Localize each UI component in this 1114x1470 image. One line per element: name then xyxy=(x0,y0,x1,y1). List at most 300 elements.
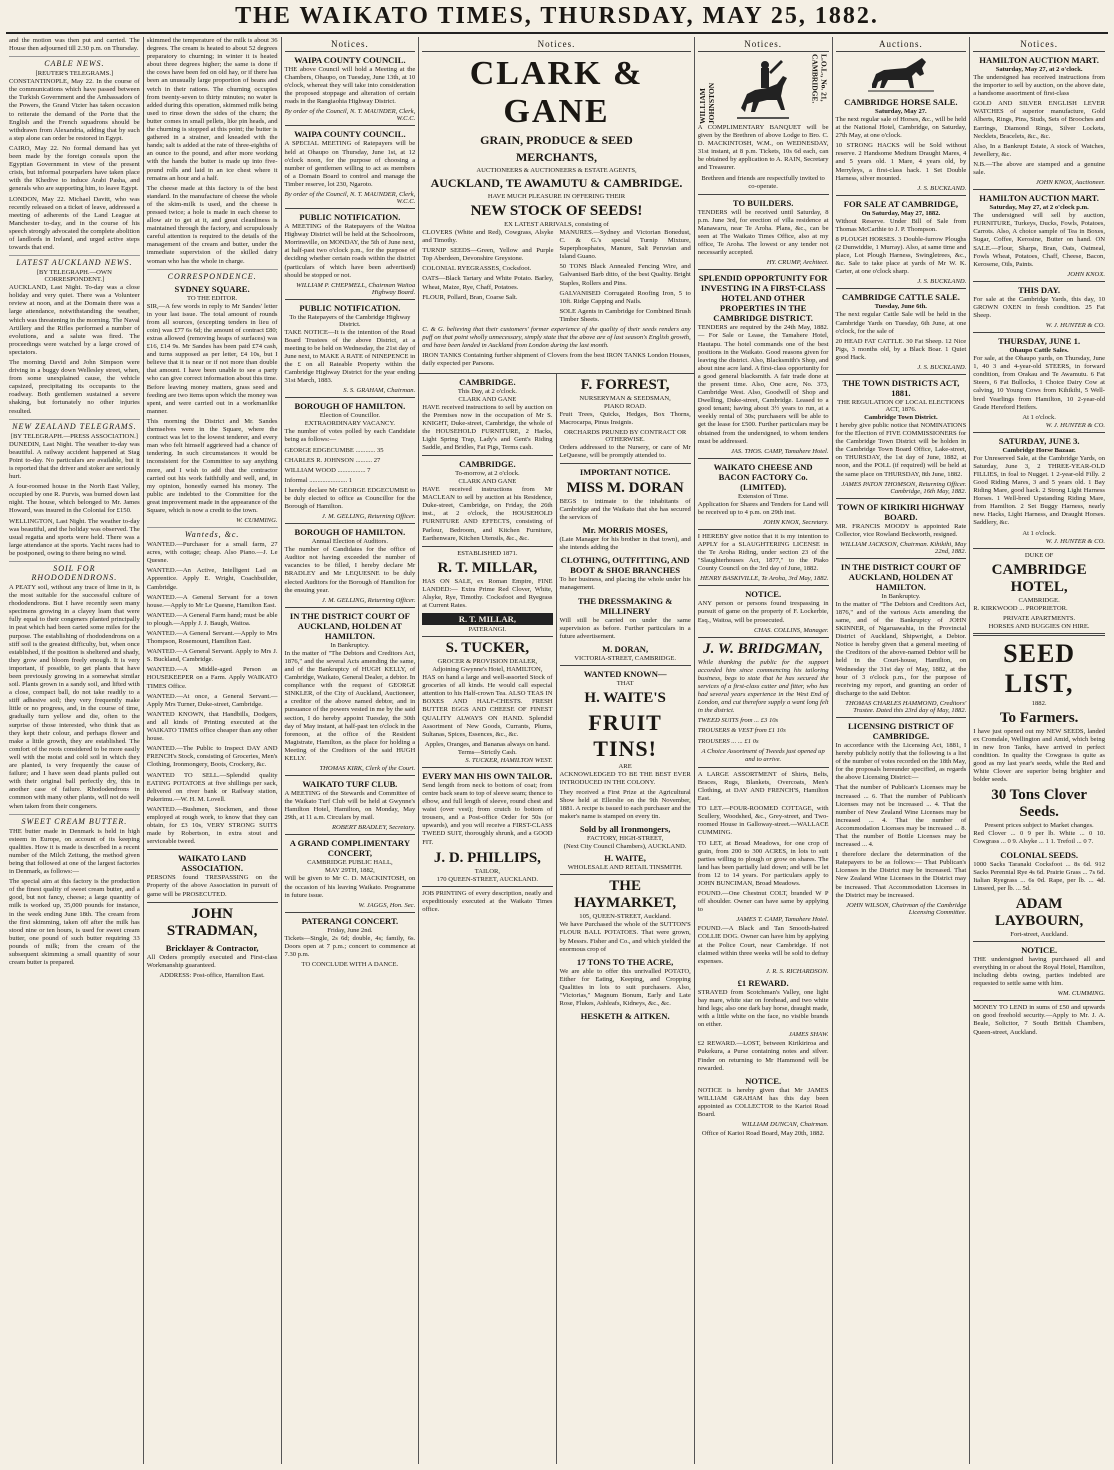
notice-list: That the number of Publican's Licenses may be increased ... 6. That the number of Publican's Licenses may not be increased ... 4. That the number of New Zealand Wine Licenses may be increased ... 4. That the number of Accommodation Licenses may be increased ... 8. That the number of Bottle Licenses may be increased ... 4. xyxy=(835,784,967,849)
auction-title: CAMBRIDGE HORSE SALE. xyxy=(844,97,958,107)
cable-news-heading: CABLE NEWS. xyxy=(9,56,140,68)
auction-body: The next regular sale of Horses, &c., will be held at the National Hotel, Cambridge, on Saturday, 27th May, at one o'clock. xyxy=(835,116,967,140)
wanted-ad: WANTED.—A General Farm hand; must be able to plough.—Apply J. J. Baugh, Waitoa. xyxy=(146,611,278,627)
wanted-ad: WANTED.—A General Servant for a town house.—Apply to Mr Le Quesne, Hamilton East. xyxy=(146,593,278,609)
page-columns xyxy=(6,37,1108,1464)
letter-to: TO THE EDITOR. xyxy=(186,294,238,302)
notice-subtitle: Annual Election of Auditors. xyxy=(311,538,388,546)
tins-body: ACKNOWLEDGED TO BE THE BEST EVER INTRODUCED IN THE COLONY. xyxy=(559,770,691,786)
phillips-address: 170 QUEEN-STREET, AUCKLAND. xyxy=(436,875,539,883)
banquet-body: A COMPLIMENTARY BANQUET will be given by the Brethren of above Lodge to Bro. C. D. MACKINTOSH, W.M., on WEDNESDAY, 31st instant, at 8 p.m. Tickets, 10s 6d each, can be obtained by application to A. RAIN, Secretary and Treasurer. xyxy=(697,124,829,172)
wanteds-heading: Wanteds, &c. xyxy=(147,527,278,539)
nz-paragraph: WELLINGTON, Last Night. The weather to-day was beautiful, and the holiday was observed. The usual regatta and sports were held. There was a large attendance at the sports. Yacht races had to be postponed, owing to there being no wind. xyxy=(9,517,140,557)
tins-trade: WHOLESALE AND RETAIL TINSMITH. xyxy=(567,864,683,872)
notice-signature: THOMAS KIRK, Clerk of the Court. xyxy=(319,765,416,773)
nz-source: [BY TELEGRAPH.—PRESS ASSOCIATION.] xyxy=(10,432,138,440)
letter-paragraph: This morning the District and Mr. Sandes themselves were in the Square, where the contract was let to the lowest tenderer, and every man who felt himself aggrieved had a chance of tendering. In such circumstances it would be inconsistent for the Committee to say anything more, and I wish to add that the contractor carried out his work faithfully and well, and, in my opinion, honestly earned his money. The public are indebted to the Committee for the great improvement made in the appearance of the Square, which is now a credit to the town. xyxy=(146,417,278,514)
notice-signature: J. M. GELLING, Returning Officer. xyxy=(321,513,416,521)
cheese-body: Application for Shares and Tenders for Land will be received up to 4 p.m. on 29th inst. xyxy=(697,500,829,516)
auction-subtitle: Ohaupo Cattle Sales. xyxy=(1009,347,1069,355)
notice-body: In the matter of "The Debtors and Creditors Act, 1876," and the several Acts amending the same, and of the Bankruptcy of HUGH KELLY, of Cambridge, Waikato, General Dealer, a debtor. In compliance with the request of GEORGE SINKLER, of the City of Auckland, Auctioneer, a creditor of the above named debtor, and in pursuance of the powers vested in me by the said section, I do hereby appoint Tuesday, the 30th day of May instant, at half-past ten o'clock in the forenoon, at the office of the Resident Magistrate, Hamilton, as the place for holding a Meeting of the Creditors of the said HUGH KELLY. xyxy=(284,649,416,762)
auction-signature: J. S. BUCKLAND. xyxy=(917,363,967,371)
clark-gane-intro: HAVE MUCH PLEASURE IN OFFERING THEIR xyxy=(487,193,626,200)
notice-body: MR. FRANCIS MOODY is appointed Rate Collector, vice Rowland Beckworth, resigned. xyxy=(835,522,967,538)
auction-list: 10 STRONG HACKS will be Sold without reserve. 2 Handsome Medium Draught Mares, 4 and 5 years old. 1 Mare, 4 years old, by Merryleys, a first-class hack. 1 Set Double Harness, silver mounted. xyxy=(835,142,967,182)
concert-signature: W. JAGGS, Hon. Sec. xyxy=(358,901,416,909)
notice-body: I hereby declare Mr GEORGE EDGECUMBE to be duly elected to office as Councillor for the Borough of Hamilton. xyxy=(284,486,416,511)
notice-subtitle: Cambridge Town District. xyxy=(864,413,938,421)
notice-signature: WM. CUMMING. xyxy=(1057,990,1105,998)
that-word: THAT xyxy=(616,679,634,687)
notice-heading: NOTICE. xyxy=(745,1075,782,1086)
fruit-tins-heading: FRUIT TINS! xyxy=(588,709,662,761)
auction-body: For Unreserved Sale, at the Cambridge Yards, on Saturday, June 3, 2 THREE-YEAR-OLD FILLIES, in foal to Nugget. 1 2-year-old Filly. 2 Good Riding Mares, 3 and 5 years old. 1 Bay Riding Mare, good hack. 2 Strong Light Harness Horses. 1 Well-bred Upstanding Riding Mare, from Hamilton. 2 Set Buggy Harness, nearly new. Hacks, Light Harness, and Draught Horses. Saddlery, &c. xyxy=(973,454,1105,527)
seed-item: CLOVERS (White and Red), Cowgrass, Alsyke and Timothy. xyxy=(422,229,554,245)
auction-list: 8 PLOUGH HORSES. 3 Double-furrow Ploughs (2 Dunwiddie, 1 Murray). Also, at same time and place, Lot Plough Harness, Swingletrees, &c., &c. Sale to take place at yards of Mr W. K. Carter, at one o'clock sharp. xyxy=(835,235,967,276)
notice-subtitle: In Bankruptcy. xyxy=(881,592,921,600)
seed-item: MANURES.—Sydney and Victorian Bonedust, C. & G.'s special Turnip Mixture, Superphosphates, Manure, Salt Peruvian and Island Guano. xyxy=(559,229,691,261)
haymarket-address: 105, QUEEN-STREET, Auckland. xyxy=(579,913,671,921)
notice-body: The number of votes polled by each Candidate being as follows:— xyxy=(284,428,416,444)
cheese-signature: JOHN KNOX, Secretary. xyxy=(762,518,829,526)
concert-body: Tickets—Single, 2s 6d; double, 4s; family, 6s. Doors open at 7 p.m.; concert to commence at 7.30 p.m. xyxy=(284,934,416,958)
auction-title: CAMBRIDGE. xyxy=(459,376,516,387)
forrest-orchards: ORCHARDS PRUNED BY CONTRACT OR OTHERWISE. xyxy=(563,428,687,443)
notice-body: In accordance with the Licensing Act, 1881, I hereby publicly notify that the following is a list of the number of votes recorded on the 18th May, for the proposals hereunder specified, as regards the above Licensing District:— xyxy=(835,741,967,782)
butter-paragraph: The cheese made at this factory is of the best standard. In the manufacture of cheese the whole of the skim-milk is used, and the cheese is pressed twice; a hole is made in each cheese to allow air to get at it, and great cleanliness is maintained through the factory, and scrupulously careful attention is required to the details of the management of the cream and butter, under the immediate supervision of the skilled dairy woman who has the whole in charge. xyxy=(146,184,278,265)
notice-body: In the matter of "The Debtors and Creditors Act, 1876," and of the various Acts amending the same, and of the Bankruptcy of JOHN SKINNER, of Ngaruawahia, in the Provincial District of Auckland, Shipwright, a Debtor. Notice is hereby given that a general meeting of the Creditors of the above-named Debtor will be held in the Court-house, Hamilton, on Wednesday the 31st day of May, 1882, at the hour of 3 o'clock p.m., for the purpose of receiving my report, and granting an order of discharge to the said Debtor. xyxy=(835,600,967,697)
moses-body: (Late Manager for his brother in that town), and she intends adding the xyxy=(559,536,691,552)
auction-date: On Saturday, May 27, 1882. xyxy=(861,209,941,217)
auction-body: The undersigned has received instructions from the importer to sell by auction, on the above date, a handsome assortment of first-class xyxy=(973,74,1105,98)
auckland-paragraph: AUCKLAND, Last Night. To-day was a close holiday and very quiet. There was a Volunteer review at noon, and at the Domain there was a large attendance, notwithstanding the weather, which was threatening in the morning. The Naval Artillery and the Rifles performed a number of evolutions, and a salute was fired. The proceedings were watched by a large crowd of spectators. xyxy=(9,284,140,356)
column-heading: Notices. xyxy=(973,37,1105,52)
auction-subtitle: Cambridge Horse Bazaar. xyxy=(1002,446,1076,454)
seed-list-body: I have just opened out my NEW SEEDS, landed ex Cromdale, Wellington and Amid, which being in new Iron Tanks, have arrived in perfect condition. In quality the Cowgrass is quite as good as my last year's seeds, while the Red and White Clover are superior being brighter and bolder seeds. xyxy=(973,727,1105,784)
auction-body: For sale, at the Ohaupo yards, on Thursday, June 1, 40 3 and 4-year-old STEERS, in forward condition, from Orakau and Te Awamutu. 6 Fat Steers, 6 Fat Bullocks, 1 Choice Dairy Cow at calving, 10 Young Cows from Kihikihi, 5 Well-bred Yearlings from Hamilton, 10 2-year-old Grade Hereford Heifers. xyxy=(973,355,1105,411)
cheese-title: WAIKATO CHEESE AND BACON FACTORY Co. (LIMITED). xyxy=(713,461,813,492)
forrest-name: F. FORREST, xyxy=(580,376,670,393)
auction-signature: JOHN KNOX. xyxy=(1067,270,1105,278)
auction-date: Saturday, May 27, at 2 o'clock. xyxy=(995,66,1083,73)
hotel-feature: HORSES AND BUGGIES ON HIRE. xyxy=(988,622,1090,630)
bridgman-price: TROUSERS ... ... £1 0s xyxy=(697,737,759,745)
column-4 xyxy=(419,374,556,1465)
horse-icon xyxy=(866,54,936,94)
auction-title: HAMILTON AUCTION MART. xyxy=(979,193,1099,204)
letter-title: SYDNEY SQUARE. xyxy=(174,283,250,294)
clover-note: Present prices subject to Market changes. xyxy=(984,822,1094,830)
tailor-title: EVERY MAN HIS OWN TAILOR. xyxy=(422,770,553,781)
notice-subtitle: EXTRAORDINARY VACANCY. xyxy=(304,420,395,428)
notice-subtitle: THE REGULATION OF LOCAL ELECTIONS ACT, 1876. xyxy=(837,398,965,413)
reward-heading: £1 REWARD. xyxy=(737,977,789,988)
auction-body: Also, In a Bankrupt Estate, A stock of Watches, Jewellery, &c. xyxy=(973,142,1105,158)
clark-gane-ad xyxy=(419,37,694,371)
column-4-5 xyxy=(419,37,695,1464)
haymarket-body: We are able to offer this unrivalled POTATO, Either for Eating, Keeping, and Cropping Qualities in lots to suit purchasers. Also, "Victorias," Magnum Bonum, Early and Late Rose, Flukes, Ashleafs, Kidneys, &c., &c. xyxy=(559,967,691,1008)
notice-signature: By order of the Council, N. T. MAUNDER, Clerk, W.C.C. xyxy=(284,191,416,206)
soil-heading: SOIL FOR RHODODENDRONS. xyxy=(9,561,140,582)
clark-gane-trade: MERCHANTS, xyxy=(515,150,597,164)
colonial-seeds-heading: COLONIAL SEEDS. xyxy=(1000,849,1079,860)
moses-name: Mr. MORRIS MOSES, xyxy=(582,525,668,536)
millar-body: HAS ON SALE, ex Roman Empire, FINE LANDED:— Extra Prime Red Clover, White, Alsyke, Rye, Timothy. Cocksfoot and Ryegrass at Current Rates. xyxy=(422,577,553,609)
auction-signature: J. S. BUCKLAND. xyxy=(917,184,967,192)
notice-signature: THOMAS CHARLES HAMMOND, Creditors' Trustee. Dated this 23rd day of May, 1882. xyxy=(845,699,967,714)
tins-sold: Sold by all Ironmongers, xyxy=(579,824,671,835)
notice-title: IN THE DISTRICT COURT OF AUCKLAND, HOLDEN AT HAMILTON. xyxy=(840,561,961,592)
wanted-ad: WANTED.—Purchaser for a small farm, 27 acres, with cottage; cheap. Also Piano.—J. Le Quesne. xyxy=(146,541,278,565)
haymarket-name: THE HAYMARKET, xyxy=(574,878,677,912)
auction-date: To-morrow, at 2 o'clock. xyxy=(455,470,520,478)
hotel-title: SPLENDID OPPORTUNITY FOR INVESTING IN A FIRST-CLASS HOTEL AND OTHER PROPERTIES IN THE CAMBRIDGE DISTRICT. xyxy=(698,273,828,324)
auction-firm: CLARK AND GANE xyxy=(458,395,517,403)
notice-title: PUBLIC NOTIFICATION. xyxy=(299,302,401,313)
notice-body: THE undersigned having purchased all and everything in or about the Royal Hotel, Hamilton, including debts owing, parties indebted are requested to settle same with him. xyxy=(973,955,1105,988)
karioi-date: Office of Karioi Road Board, May 20th, 1882. xyxy=(701,1130,825,1138)
are-word: ARE xyxy=(618,762,632,770)
hotel-feature: PRIVATE APARTMENTS. xyxy=(1003,614,1076,622)
important-notice: IMPORTANT NOTICE. xyxy=(579,466,671,477)
auction-title: HAMILTON AUCTION MART. xyxy=(979,55,1099,65)
wanted-ad: WANTED.—At once, a General Servant.—Apply Mrs Turner, Duke-street, Cambridge. xyxy=(146,692,278,708)
doran-signature: M. DORAN, xyxy=(602,643,649,654)
seed-list-year: 1882. xyxy=(1031,699,1047,707)
nz-paragraph: DUNEDIN, Last Night. The weather to-day was beautiful. A railway accident happened at Stag Point to-day. No particulars are available, but it is reported that the driver and stoker are seriously hurt. xyxy=(9,440,140,481)
butter-paragraph: THE butter made in Denmark is held in high esteem in Europe, on account of its keeping qualities. How it is made is described in a recent number of the Milch Zeitung, the method given being that followed at one of the largest factories in Denmark, as follows:— xyxy=(9,827,140,876)
auction-date: Saturday, May 27. xyxy=(875,108,927,115)
notice-subtitle: Election of Councillor. xyxy=(319,412,380,420)
nz-paragraph: A four-roomed house in the North East Valley, occupied by one R. Purvis, was burned down last night. The house, which belonged to Mr. James Howard, was insured in the Colonial for £150. xyxy=(9,483,140,515)
column-6 xyxy=(695,37,833,1464)
forrest-items: Fruit Trees, Quicks, Hedges, Box Thorns, Macrocarpa, Pinus Insignis. xyxy=(559,410,691,426)
laybourn-address: Fort-street, Auckland. xyxy=(1010,930,1068,938)
letter-paragraph: SIR,—A few words in reply to Mr Sandes' letter in your last issue. The total amount of rounds from all sources, (excepting tenders in lieu of coin) was £77 6s 6d; the amount of contract £80; extras allowed (removing heaps of surfaces) was £16, £14 9s. Mr Sandes has been paid £74 cash, and turns supposed as per letter, £4 10s, but I believe that it is near or if not more than double that amount. I have been unable to see a party who can give correct information about this time. Before leaving money matters, grass seed and feeding are two items upon which the money was spent, and were carried out in a workmanlike manner. xyxy=(146,302,278,415)
cable-paragraph: CONSTANTINOPLE, May 22. In the course of the communications which have passed between the Turkish Government and the Ambassadors of the Powers, the Grand Vizier has taken occasion to reiterate the demand of the Porte that the English and the French squadrons should be withdrawn from Alexandria, adding that by such a step alone can order be restored in Egypt. xyxy=(9,78,140,142)
wanted-known: WANTED KNOWN— xyxy=(583,668,667,679)
classified-ad: £2 REWARD.—LOST, between Kirikiriroa and Pukekura, a Purse containing notes and silver. Finder on returning to Mr Hammond will be rewarded. xyxy=(697,1040,829,1072)
notice-signature: WILLIAM P. CHEPMELL, Chairman Waitoa Highway Board. xyxy=(296,281,416,296)
notice-title: THE TOWN DISTRICTS ACT, 1881. xyxy=(842,377,960,398)
auction-signature: W. J. HUNTER & CO. xyxy=(1045,537,1105,545)
notice-title: WAIPA COUNTY COUNCIL. xyxy=(294,55,406,65)
seed-list-to: To Farmers. xyxy=(999,709,1079,726)
forrest-body: Orders addressed to the Nursery, or care of Mr LeQuesne, will be promptly attended to. xyxy=(559,443,691,459)
nz-telegrams-heading: NEW ZEALAND TELEGRAMS. xyxy=(9,419,140,431)
auckland-paragraph: The morning David and John Simpson were driving in a buggy down Wellesley street, when, from some unexplained cause, the vehicle capsized, precipitating its occupants to the roadway. Both gentlemen sustained a severe shaking, but fortunately no other injuries resulted. xyxy=(9,359,140,415)
clark-gane-iron-tanks: IRON TANKS Containing further shipment of Clovers from the best IRON TANKS London Houses, daily expected per Parsons. xyxy=(422,352,691,368)
notice-signature: S. S. GRAHAM, Chairman. xyxy=(343,387,416,395)
slaughter-signature: HENRY BASKIVILLE, Te Aroha, 3rd May, 1882. xyxy=(700,575,829,583)
colonial-seeds-list: 1000 Sacks Taranaki Cocksfoot ... 8s 6d. 912 Sacks Perennial Rye 4s 6d. Prairie Grass ... 7s 6d. Italian Ryegrass ... 6s 0d. Rape, per lb. ... 4d. Linseed, per lb. ... 5d. xyxy=(973,860,1105,892)
notice-body: I therefore declare the determination of the Ratepayers to be as follows:— That Publican's Licenses in the District may be increased. That New Zealand Wine Licenses in the District may be increased. That Accommodation Licenses in the District may be increased. xyxy=(835,851,967,899)
butter-paragraph: skimmed the temperature of the milk is about 36 degrees. The cream is heated to about 52 degrees preparatory to churning; in winter it is heated about three degrees higher; the same is done if the cows have been fed on old hay, or if there has been an unusually large proportion of beans and vetch in their rations. The churning occupies from twenty-seven to thirty minutes; no water is added during this operation, skimmed milk being used to rinse down the sides of the churn; the butter comes in small pellets, like pin heads, and the churning is stopped at this point; the butter is gathered in a strainer, and kneaded with the hands; salt is added at the rate of three-eighths of an ounce to the pound, and after more working with the hands the butter is made up into five-pound rolls and laid in an ice chest where it remains an hour and a half. xyxy=(146,37,278,182)
new-stock-heading: NEW STOCK OF SEEDS! xyxy=(470,203,643,219)
builders-signature: HY. CRUMP, Architect. xyxy=(766,259,829,267)
notice-signature: WILLIAM JACKSON, Chairman. Kihikihi, May 22nd, 1882. xyxy=(840,540,967,555)
banquet-note: Brethren and friends are respectfully invited to co-operate. xyxy=(701,174,825,190)
wanted-ad: WANTED.—A General Servant.—Apply to Mrs Thompson, Rosemount, Hamilton East. xyxy=(146,630,278,646)
notice-title: BOROUGH OF HAMILTON. xyxy=(294,401,406,412)
concert-date: Friday, June 2nd. xyxy=(327,926,373,934)
seed-item: COLONIAL RYEGRASSES, Cocksfoot. xyxy=(422,265,532,273)
auction-body: The next regular Cattle Sale will be held in the Cambridge Yards on Tuesday, 6th June, at one o'clock, for the sale of xyxy=(835,311,967,335)
clark-gane-trade: GRAIN, PRODUCE & SEED xyxy=(480,133,633,147)
notice-title: IN THE DISTRICT COURT OF AUCKLAND, HOLDEN AT HAMILTON. xyxy=(289,610,410,641)
auction-title: SATURDAY, JUNE 3. xyxy=(998,435,1080,446)
job-printing-ad: JOB PRINTING of every description, neatly and expeditiously executed at the Waikato Times office. xyxy=(422,889,553,913)
millar-name: R. T. MILLAR, xyxy=(437,559,538,576)
bridgman-price: TROUSERS & VEST from £1 10s xyxy=(697,727,786,735)
seed-item: TURNIP SEEDS—Green, Yellow and Purple Top Aberdeen, Devonshire Greystone. xyxy=(422,247,554,263)
auction-date: This Day, at 2 o'clock. xyxy=(457,387,517,395)
auction-title: THIS DAY. xyxy=(1018,284,1061,295)
tucker-body: HAS on hand a large and well-assorted Stock of groceries of all kinds. He would call especial attention to his Half-crown Tea. ALSO TEAS IN BOXES AND HALF-CHESTS. FRESH BUTTER EGGS AND CHEESE OF FINEST QUALITY ALWAYS ON HAND. Splendid Assortment of New Goods, Currants, Plums, Sultanas, Spices, Essences, &c., &c. xyxy=(422,674,553,738)
notice-body: A MEETING of the Stewards and Committee of the Waikato Turf Club will be held at Gwynne's Hamilton Hotel, Hamilton, on Monday, May 29th, at 11 a.m. Circulars by mail. xyxy=(284,790,416,822)
notice-body: A SPECIAL MEETING of Ratepayers will be held at Ohaupo on Thursday, June 1st, at 12 o'clock noon, for the purpose of choosing a number of gentlemen willing to act as members of a Domain Board to control and manage the Timber reserve, lot 230, Ngaroto. xyxy=(284,140,416,188)
land-assoc-title: WAIKATO LAND ASSOCIATION. xyxy=(178,853,247,874)
auction-signature: JOHN KNOX, Auctioneer. xyxy=(1035,179,1105,187)
notice-heading: NOTICE. xyxy=(1021,944,1058,955)
found-signature: J. R. S. RICHARDSON. xyxy=(766,967,829,975)
classified-ad: FOUND.—One Chestnut COLT, branded W P off shoulder. Owner can have same by applying to xyxy=(697,890,829,914)
bridgman-body: While thanking the public for the support accorded him since commencing his tailoring business, begs to state that he has secured the services of a first-class cutter and fitter, who has had several years experience in the West End of London, and cut therefore supply a want long felt in the district. xyxy=(697,658,829,715)
cable-paragraph: LONDON, May 22. Michael Davitt, who was recently released on a ticket of leave, addressed a meeting of adherents of the Land League at Manchester to-day, and in the course of his speech strongly advocated the complete abolition of landlords in Ireland, and urged active steps towards that end. xyxy=(9,195,140,252)
column-8 xyxy=(970,37,1108,1464)
karioi-body: NOTICE is hereby given that Mr JAMES WILLIAM GRAHAM has this day been appointed as COLLECTOR to the Karioi Road Board. xyxy=(697,1086,829,1118)
hotel-proprietor: R. KIRKWOOD ... PROPRIETOR. xyxy=(973,604,1068,612)
waite-name: H. WAITE'S xyxy=(584,689,666,706)
forrest-trade: NURSERYMAN & SEEDSMAN, xyxy=(579,394,671,402)
butter-paragraph: The special aim at this factory is the production of the finest quality of sweet cream butter, and a good, but not fancy, cheese; a large quantity of milk is worked up, 35,000 pounds for instance, in the week ending June 18th. The cream from the first skimming, taken off after the milk has stood nine or ten hours, is used for sweet cream butter, one pound of such butter requiring 33 pounds of milk; from the cream of the subsequent skimming a small quantity of sour cream butter is prepared. xyxy=(9,878,140,967)
auction-title: CAMBRIDGE CATTLE SALE. xyxy=(841,292,960,303)
wanted-ad: WANTED.—The Public to Inspect DAY AND FRENCH's Stock, consisting of Groceries, Men's Clothing, Ironmongery, Boots, Crockery, &c. xyxy=(146,745,278,769)
trespass-signature: CHAS. COLLINS, Manager. xyxy=(753,626,829,634)
clark-gane-agents: AUCTIONEERS & AUCTIONEERS & ESTATE AGENTS, xyxy=(476,167,637,174)
stradman-body: All Orders promptly executed and First-class Workmanship guaranteed. xyxy=(146,953,278,969)
clark-gane-ex: EX LATEST ARRIVALS, consisting of xyxy=(504,221,609,228)
haymarket-body: We have Purchased the whole of the SUTTON'S FLOUR BALL POTATOES. That were grown, by Messrs. Fisher and Co., and which yielded the enormous crop of xyxy=(559,921,691,953)
trespass-body: ANY person or persons found trespassing in pursuit of game on the property of F. Lockerbie, Esq., Waitoa, will be prosecuted. xyxy=(697,600,829,624)
doran-name: MISS M. DORAN xyxy=(566,479,684,496)
laybourn-name: ADAM LAYBOURN, xyxy=(995,895,1084,929)
concert-title: PATERANGI CONCERT. xyxy=(301,915,399,926)
auction-signature: J. S. BUCKLAND. xyxy=(917,278,967,286)
auction-title: FOR SALE AT CAMBRIDGE, xyxy=(843,198,959,209)
tins-body: They received a First Prize at the Agricultural Show held at Ellerslie on the 9th November, 1881. A recipe is issued to each purchaser and the maker's name is stamped on every tin. xyxy=(559,789,691,821)
concert-body: Will be given to Mr C. D. MACKINTOSH, on the occasion of his leaving Waikato. Programme in future issue. xyxy=(284,875,416,899)
auction-signature: W. J. HUNTER & CO. xyxy=(1045,322,1105,330)
poll-result: WILLIAM WOOD ................. 7 xyxy=(284,466,371,474)
dressmaking: THE DRESSMAKING & MILLINERY xyxy=(577,595,673,616)
lodge-name: WILLIAM JOHNSTON xyxy=(697,82,716,124)
notice-signature: ROBERT BRADLEY, Secretary. xyxy=(331,824,416,832)
karioi-signature: WILLIAM DUNCAN, Chairman. xyxy=(741,1121,829,1129)
hotel-signature: JAS. THOS. CAMP, Tamahere Hotel. xyxy=(730,447,829,455)
column-2 xyxy=(144,37,282,1464)
phillips-name: J. D. PHILLIPS, xyxy=(433,849,541,866)
bridgman-choice: A Choice Assortment of Tweeds just opened up and to arrive. xyxy=(701,747,825,763)
found-signature: JAMES T. CAMP, Tamahere Hotel. xyxy=(736,916,829,924)
auction-list: 20 HEAD FAT CATTLE. 30 Fat Sheep. 12 Nice Pigs, 3 months old, by a Black Boar. 1 Quiet good Hack. xyxy=(835,337,967,361)
notice-body: TAKE NOTICE—It is the intention of the Road Board Trustees of the above District, at a meeting to be held on Wednesday, the 21st day of June next, to MAKE A RATE of NINEPENCE in the £ on all Rateable Property within the Cambridge Highway District for the year ending 31st March, 1883. xyxy=(284,328,416,385)
auction-title: THURSDAY, JUNE 1. xyxy=(998,336,1081,347)
poll-result: GEORGE EDGECUMBE ............ 35 xyxy=(284,446,384,454)
concert-date: MAY 29TH, 1882, xyxy=(325,867,375,875)
auction-title: CAMBRIDGE. xyxy=(459,459,516,470)
clark-gane-towns: AUCKLAND, TE AWAMUTU & CAMBRIDGE. xyxy=(430,176,683,190)
bridgman-name: J. W. BRIDGMAN, xyxy=(703,640,824,657)
phillips-trade: TAILOR, xyxy=(474,867,501,875)
seed-item: SOLE Agents in Cambridge for Combined Brush Timber Sheets. xyxy=(559,307,691,323)
column-heading: Notices. xyxy=(698,37,829,52)
auckland-source: [BY TELEGRAPH.—OWN CORRESPONDENT.] xyxy=(36,269,112,284)
notice-body: I hereby give public notice that NOMINATIONS for the Election of FIVE COMMISSIONERS for the Cambridge Town District will be holden in the Cambridge Town Board Office, Lake-street, on THURSDAY, the 1st day of June, 1882, at noon, and the POLL (if required) will be held at the same place on THURSDAY, 8th June, 1882. xyxy=(835,421,967,478)
wanted-ad: WANTED.—A Middle-aged Person as HOUSEKEEPER on a Farm. Apply WAIKATO TIMES Office. xyxy=(146,666,278,690)
cable-source: [REUTER'S TELEGRAMS.] xyxy=(35,70,114,78)
auction-time: At 1 o'clock. xyxy=(1022,529,1056,537)
notice-title: PUBLIC NOTIFICATION. xyxy=(299,212,401,223)
soil-paragraph: A PEATY soil, without any trace of lime in it, is the most suitable for the successful culture of rhododendrons. But I have recently seen many specimens growing in a clayey loam that were fully equal to their congeners planted principally in peat which had been carted some miles for the purpose. The establishing of rhododendrons on a stiff soil is the greatest difficulty, but, when once established, if the position is sheltered and shady, they grow and bloom freely enough. It is very important, if possible, to get plants that have been previously growing in a somewhat similar soil. Plants grown in a sandy soil, and lifted with a close, compact ball, do not take readily to a stiff adhesive soil; they very frequently make little or no progress, and, in the course of time, gradually turn yellow and die, often to the surprise of those interested, who think that as they kept their colour, and perhaps flower and make a little growth, they are established. The comfort of the roots considered to be more easily well with the moist and cold soil in which they are planted, is very frequently the cause of failure; and I have seen dead plants pulled out with their original ball perfectly dry, this in another case of failure. Rhododendrons in common with many other plants, will not do well when taken from their congeners. xyxy=(9,583,140,810)
hotel-body: TENDERS are required by the 24th May, 1882.— For Sale or Lease, the Tamahere Hotel, Hautapu. The hotel commands one of the best positions in the Waikato. Good reasons given for leaving the district. Also, Blacksmith's Shop, and about nine acre land. A first-class opportunity for a good general blacksmith. A fair trade done at the present time. Also, One acre, No. 373, Cambridge West. Also, Goodwill of Shop and Dwelling, Duke-street, Cambridge. Leased to a good tenant; having about 3½ years to run, at a weekly rental of 30s; purchasers will be able to get the lease for £500. Further particulars may be obtained from the undersigned, to whom tenders must be addressed. xyxy=(697,324,829,445)
column-heading: Auctions. xyxy=(836,37,967,52)
masthead xyxy=(6,0,1108,34)
clark-gane-name: CLARK & GANE xyxy=(469,55,644,130)
notice-title: LICENSING DISTRICT OF CAMBRIDGE. xyxy=(847,720,954,741)
clothing-branches: CLOTHING, OUTFITTING, AND BOOT & SHOE BRANCHES xyxy=(560,555,690,576)
column-3 xyxy=(282,37,420,1464)
classified-ad: STRAYED from Scotchman's Valley, one light bay mare, white star on forehead, and two white hind legs; also one dark bay horse, draught made, with a little white on the face, no visible brands on either. xyxy=(697,988,829,1029)
auction-body: HAVE received instructions to sell by auction on the Premises now in the occupation of Mr S. KNIGHT, Duke-street, Cambridge, the whole of the HOUSEHOLD FURNITURE, 2 Hacks, Light Spring Trap, Lady's and Gent's Riding Saddle, and Bridles, Fat Pigs, Terms cash. xyxy=(422,403,553,451)
masthead-title: THE WAIKATO TIMES, THURSDAY, MAY 25, 1882. xyxy=(235,2,879,29)
lodge-emblem xyxy=(698,54,829,124)
classified-ad: TO LET, at Broad Meadows, for one crop of grain, from 200 to 300 ACRES, in lots to suit parties willing to plough or grow on shares. The land has been partially laid down; and will be let from 12 to 14 years. For particulars apply to JOHN BUNCIMAN, Broad Meadows. xyxy=(697,839,829,887)
seed-item: 50 TONS Black Annealed Fencing Wire, and Galvanised Barb ditto, of the best Quality. Bright Staples, Rollers and Pins. xyxy=(559,263,691,287)
wanted-ad: WANTED KNOWN, that Handbills, Dodgers, and all kinds of Printing executed at the WAIKATO TIMES office cheaper than any other house. xyxy=(146,710,278,743)
forrest-place: PIAKO ROAD. xyxy=(604,402,647,410)
notice-body: The number of Candidates for the office of Auditor not having exceeded the number of vacancies to be filled, I hereby declare Mr BRADLEY and Mr LEQUESNE to be duly elected Auditors for the Borough of Hamilton for the ensuing year. xyxy=(284,546,416,594)
notice-title: TOWN OF KIRIKIRI HIGHWAY BOARD. xyxy=(837,501,965,522)
column-1 xyxy=(6,37,144,1464)
stradman-name: JOHN STRADMAN, xyxy=(166,905,258,939)
land-assoc-body: PERSONS found TRESPASSING on the Property of the above Association in pursuit of game will be PROSECUTED. xyxy=(146,874,278,898)
tucker-location: Adjoining Gwynne's Hotel, HAMILTON, xyxy=(432,666,543,674)
tins-factory: FACTORY, HIGH-STREET, xyxy=(586,835,664,843)
column-heading: Notices. xyxy=(285,37,416,52)
auction-body: The undersigned will sell by auction, FURNITURE, Turkeys, Ducks, Fowls, Potatoes, Carrots. Also, A choice sample of Tea in Boxes, Sugar, Coffee, Kerosine, Butter on hand. ON SALE.—Flour, Sharps, Bran, Oats, Oatmeal, Fowls Wheat, Potatoes, Chaff, Cheese, Bacon, Kerosene, Oils, Paints. xyxy=(973,212,1105,268)
doran-address: VICTORIA-STREET, CAMBRIDGE. xyxy=(574,654,677,662)
classified-ad: FOUND.—A Black and Tan Smooth-haired COLLIE DOG. Owner can have him by applying at the Police Court, near Cambridge. If not claimed within three weeks will be sold to defray expenses. xyxy=(697,925,829,965)
money-ad: MONEY TO LEND in sums of £50 and upwards on good freehold security.—Apply to Mr. J. A. Beale, Solicitor, 7 South British Chambers, Queen-street, Auckland. xyxy=(973,1004,1105,1036)
clover-prices: Red Clover ... 0 9 per lb. White ... 0 10. Cowgrass ... 0 9. Alsyke ... 1 1. Trefoil ... 0 7. xyxy=(973,830,1105,846)
hotel-name: CAMBRIDGE HOTEL, xyxy=(991,561,1087,595)
haymarket-tons: 17 TONS TO THE ACRE, xyxy=(576,956,674,967)
auction-signature: W. J. HUNTER & CO. xyxy=(1045,421,1105,429)
intro-paragraph: and the motion was then put and carried. The House then adjourned till 2.30 p.m. on Thursday. xyxy=(9,37,140,53)
notice-signature: JOHN WILSON, Chairman of the Cambridge Licensing Committee. xyxy=(846,901,967,916)
notice-body: A MEETING of the Ratepayers of the Waitoa Highway District will be held at the Schoolroom, Morrinsville, on MONDAY, the 5th of June next, at half-past two o'clock p.m., for the purpose of deciding whether certain roads within the district (particulars of which have been advertised) should be stopped or not. xyxy=(284,223,416,279)
horseman-icon xyxy=(733,56,793,122)
notice-signature: JAMES PATON THOMSON, Returning Officer. Cambridge, 16th May, 1882. xyxy=(841,480,967,495)
column-heading: Notices. xyxy=(422,37,691,52)
clothing-body: To her business, and placing the whole under his management. xyxy=(559,576,691,592)
concert-title: A GRAND COMPLIMENTARY CONCERT, xyxy=(289,838,411,859)
letter-signature: W. CUMMING. xyxy=(236,517,278,525)
haymarket-signature: HESKETH & AITKEN. xyxy=(580,1011,670,1022)
stradman-address: ADDRESS: Post-office, Hamilton East. xyxy=(159,971,265,979)
poll-result: Informal ....................... 1 xyxy=(284,476,353,484)
concert-venue: CAMBRIDGE PUBLIC HALL, xyxy=(307,859,393,867)
hotel-place: CAMBRIDGE. xyxy=(1018,596,1060,604)
butter-heading: SWEET CREAM BUTTER. xyxy=(9,814,140,826)
bridgman-price: TWEED SUITS from ... £3 10s xyxy=(697,717,779,725)
auction-time: At 1 o'clock. xyxy=(1022,413,1056,421)
millar-established: ESTABLISHED 1871. xyxy=(457,549,518,557)
concert-note: TO CONCLUDE WITH A DANCE. xyxy=(301,961,399,968)
notice-subtitle: In Bankruptcy. xyxy=(330,641,370,649)
notice-title: WAIPA COUNTY COUNCIL. xyxy=(294,129,406,140)
dressmaking-body: Will still be carried on under the same supervision as before. Further particulars in a future advertisement. xyxy=(559,616,691,640)
auction-body: Without Reserve. Under Bill of Sale from Thomas McCarthie to J. P. Thompson. xyxy=(835,217,967,233)
seed-list-heading: SEED LIST, xyxy=(1003,638,1076,698)
column-5 xyxy=(557,374,694,1465)
lodge-number: L.O.L., No. 21, CAMBRIDGE. xyxy=(810,54,829,104)
column-7 xyxy=(833,37,971,1464)
wanted-ad: WANTED.—A General Servant. Apply to Mrs J. S. Buckland, Cambridge. xyxy=(146,648,278,664)
auction-body: HAVE received instructions from Mr MACLEAN to sell by auction at his Residence, Duke-street, Cambridge, on Friday, the 26th inst., at 2 o'clock, the HOUSEHOLD FURNITURE AND EFFECTS, consisting of Parlour, Bedroom, and Kitchen Furniture, Earthenware, Kitchen Utensils, &c., &c. xyxy=(422,486,553,542)
wanted-ad: WANTED.—An Active, Intelligent Lad as Apprentice. Apply E. Wright, Coachbuilder, Cambridge. xyxy=(146,567,278,591)
seed-item: FLOUR, Pollard, Bran, Coarse Salt. xyxy=(422,293,518,301)
auction-firm: CLARK AND GANE xyxy=(458,478,517,486)
poll-result: CHARLES R. JOHNSON .......... 27 xyxy=(284,456,381,464)
correspondence-heading: CORRESPONDENCE. xyxy=(147,269,278,281)
seed-item: GALVANISED Corrugated Roofing Iron, 5 to 10ft. Ridge Capping and Nails. xyxy=(559,289,691,305)
wanted-ad: WANTED.—Bushmen, Stockmen, and those employed at rough work, to know that they can obtain, for £3 10s, VERY STRONG SUITS made by Robertson, in extra stout and serviceable tweed. xyxy=(146,805,278,846)
auction-date: Tuesday, June 6th. xyxy=(874,303,927,311)
wanted-ad: WANTED TO SELL.—Splendid quality EATING POTATOES at five shillings per sack, delivered on river bank or Railway station, Pukerimu.—W. H. M. Lovell. xyxy=(146,771,278,803)
notice-signature: J. M. GELLING, Returning Officer. xyxy=(321,596,416,604)
tucker-name: S. TUCKER, xyxy=(445,640,530,657)
tucker-terms: Terms—Strictly Cash. xyxy=(457,748,517,756)
auction-body: N.B.—The above are stamped and a genuine sale. xyxy=(973,160,1105,177)
builders-title: TO BUILDERS. xyxy=(732,197,794,208)
builders-body: TENDERS will be received until Saturday, 8 p.m. June 3rd, for erection of villa residence at Manawaru, near Te Aroha. Plans, &c., can be seen at The Waikato Times Office, also at my office, Te Aroha. The lowest or any tender not necessarily accepted. xyxy=(697,208,829,257)
auckland-news-heading: LATEST AUCKLAND NEWS. xyxy=(9,255,140,267)
slaughter-body: I HEREBY give notice that it is my intention to APPLY for a SLAUGHTERING LICENSE in the Te Aroha Riding, under section 23 of the "Slaughterhouses Act, 1877," to the Piako County Council on the 3rd day of June, 1882. xyxy=(697,532,829,573)
classified-ad: A LARGE ASSORTMENT of Shirts, Belts, Braces, Rugs, Blankets, Overcoats, Men's Clothing, at DAY AND FRENCH'S, Hamilton East. xyxy=(697,770,829,803)
notice-heading: NOTICE. xyxy=(745,589,782,600)
tins-address: (Next City Council Chambers), AUCKLAND. xyxy=(563,843,687,851)
auction-body: For sale at the Cambridge Yards, this day, 10 GROWN OXEN in fresh condition. 25 Fat Sheep. xyxy=(973,295,1105,319)
auction-date: Saturday, May 27, at 2 o'clock p.m. xyxy=(989,204,1089,212)
tailor-body: Send length from neck to bottom of coat; from centre back seam to top of sleeve seam; thence to elbow, and full length of sleeve, round chest and waist (over vest); from crutch to bottom of trousers, and a Post-office Order for 50s (or upwards), and you will receive a FIRST-CLASS TWEED SUIT, thoroughly shrunk, and a GOOD FIT. xyxy=(422,781,553,846)
doran-body: BEGS to intimate to the inhabitants of Cambridge and the Waikato that she has secured the services of xyxy=(559,497,691,522)
auction-list: GOLD AND SILVER ENGLISH LEVER WATCHES of superior manufacture, Gold Alberts, Rings, Pins, Studs, Sets of Brooches and Earrings, Diamond Rings, Silver Lockets, Necklets, Bracelets, &c., &c. xyxy=(973,100,1105,140)
millar-place: PATERANGI. xyxy=(468,626,507,634)
notice-body: THE above Council will hold a Meeting at the Chambers, Ohaupo, on Tuesday, June 13th, at 10 o'clock, whereat they will take into consideration the proposed stoppage and alteration of certain roads in the Rangiaohia Highway District. xyxy=(284,66,416,106)
clark-gane-note: C. & G. believing that their customers' former experience of the quality of their seeds renders any puff on that point wholly unnecessary, simply state that the above are of last season's English growth, and have been landed in Auckland from London during the last month. xyxy=(422,326,691,350)
notice-title: WAIKATO TURF CLUB. xyxy=(302,779,398,790)
cheese-subtitle: Extension of Time. xyxy=(737,492,789,500)
strayed-signature: JAMES SHAW. xyxy=(788,1031,829,1039)
cable-paragraph: CAIRO, May 22. No formal demand has yet been made by the foreign consuls upon the Egyptian Government in view of the present crisis, but informal pourparlers have taken place with the Khedive to induce Arabi Pasha, and generals who are supporting him, to leave Egypt. xyxy=(9,144,140,193)
millar-banner: R. T. MILLAR, xyxy=(422,613,552,625)
tins-signature: H. WAITE, xyxy=(604,853,646,864)
tucker-trade: GROCER & PROVISION DEALER, xyxy=(437,658,538,666)
notice-title: BOROUGH OF HAMILTON. xyxy=(294,527,406,538)
classified-ad: TO LET.—FOUR-ROOMED COTTAGE, with Scullery, Woodshed, &c., Grey-street, and Two-roomed House in Galloway-street.—WALLACE CUMMING. xyxy=(697,805,829,837)
